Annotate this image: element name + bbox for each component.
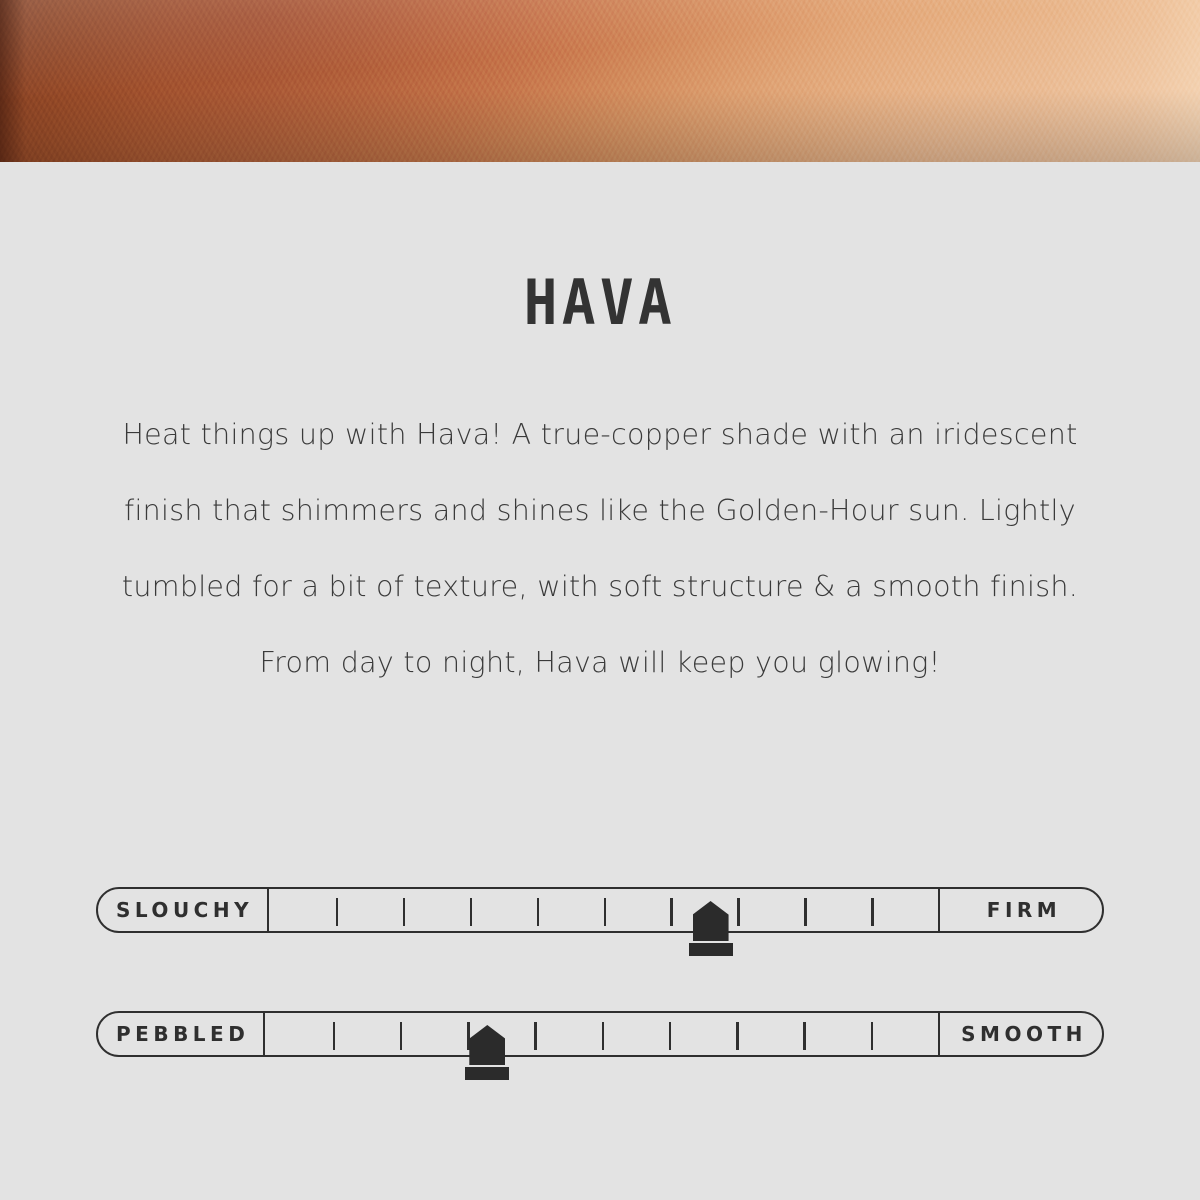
scale-marker-texture[interactable] bbox=[465, 1025, 509, 1087]
product-description bbox=[85, 397, 1115, 701]
scale-track-structure[interactable] bbox=[96, 887, 1104, 933]
scale-tick bbox=[736, 1022, 739, 1050]
scale-tick bbox=[670, 898, 673, 926]
description-line: Heat things up with Hava! A true-copper shade with an iridescent bbox=[122, 418, 1078, 451]
leather-shadow-edge bbox=[0, 0, 26, 162]
scale-tick bbox=[534, 1022, 537, 1050]
scale-tick bbox=[602, 1022, 605, 1050]
scale-left-label-slouchy: SLOUCHY bbox=[98, 889, 269, 931]
scale-tick bbox=[537, 898, 540, 926]
marker-base-icon bbox=[465, 1067, 509, 1080]
scale-ticks-texture bbox=[265, 1013, 938, 1055]
attribute-scales bbox=[0, 887, 1200, 1095]
leather-sheen-overlay bbox=[0, 0, 1200, 162]
scale-track-texture[interactable] bbox=[96, 1011, 1104, 1057]
scale-tick bbox=[871, 1022, 874, 1050]
scale-structure bbox=[96, 887, 1104, 971]
scale-right-label-firm: FIRM bbox=[938, 889, 1102, 931]
description-line: tumbled for a bit of texture, with soft structure & a smooth finish. bbox=[121, 570, 1079, 603]
marker-base-icon bbox=[689, 943, 733, 956]
description-line: From day to night, Hava will keep you glowing! bbox=[259, 646, 941, 679]
marker-pointer-icon bbox=[469, 1025, 505, 1065]
page-title: HAVA bbox=[523, 266, 677, 339]
scale-marker-structure[interactable] bbox=[689, 901, 733, 963]
scale-ticks-structure bbox=[269, 889, 938, 931]
scale-right-label-smooth: SMOOTH bbox=[938, 1013, 1102, 1055]
scale-tick bbox=[669, 1022, 672, 1050]
scale-tick bbox=[804, 898, 807, 926]
scale-tick bbox=[400, 1022, 403, 1050]
scale-tick bbox=[871, 898, 874, 926]
scale-tick bbox=[604, 898, 607, 926]
scale-left-label-pebbled: PEBBLED bbox=[98, 1013, 265, 1055]
scale-tick bbox=[336, 898, 339, 926]
product-swatch-image bbox=[0, 0, 1200, 162]
description-line: finish that shimmers and shines like the Golden-Hour sun. Lightly bbox=[124, 494, 1076, 527]
scale-tick bbox=[737, 898, 740, 926]
scale-tick bbox=[403, 898, 406, 926]
marker-pointer-icon bbox=[693, 901, 729, 941]
scale-tick bbox=[803, 1022, 806, 1050]
scale-texture bbox=[96, 1011, 1104, 1095]
scale-tick bbox=[470, 898, 473, 926]
scale-tick bbox=[333, 1022, 336, 1050]
product-info-panel bbox=[0, 266, 1200, 1095]
